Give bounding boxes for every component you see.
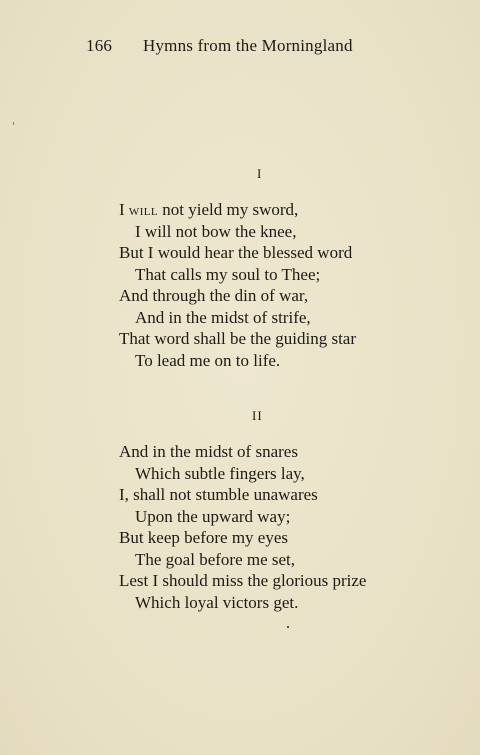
verse-line: I, shall not stumble unawares bbox=[119, 485, 318, 504]
verse-line: I will not bow the knee, bbox=[135, 221, 297, 241]
verse-line: Upon the upward way; bbox=[135, 506, 291, 526]
verse-line: That word shall be the guiding star bbox=[119, 329, 357, 348]
stanza-2 bbox=[119, 441, 439, 613]
verse-line bbox=[119, 199, 439, 221]
verse-line: And in the midst of strife, bbox=[135, 307, 311, 327]
stanza-1 bbox=[119, 199, 439, 371]
verse-line: That calls my soul to Thee; bbox=[135, 264, 321, 284]
verse-line: And in the midst of snares bbox=[119, 442, 298, 461]
running-head: Hymns from the Morningland bbox=[143, 36, 353, 55]
section-numeral-1: I bbox=[257, 166, 263, 181]
smallcaps-word: will bbox=[128, 202, 159, 219]
verse-line: But keep before my eyes bbox=[119, 528, 288, 547]
section-numeral-2: II bbox=[252, 408, 263, 423]
drop-word: I bbox=[119, 200, 129, 219]
verse-line: To lead me on to life. bbox=[135, 350, 281, 370]
page-header bbox=[86, 36, 386, 60]
print-speck bbox=[13, 122, 14, 125]
end-dot bbox=[287, 626, 289, 628]
verse-line: And through the din of war, bbox=[119, 286, 309, 305]
line-text: not yield my sword, bbox=[158, 200, 299, 219]
verse-line: Which loyal victors get. bbox=[135, 592, 299, 612]
verse-line: But I would hear the blessed word bbox=[119, 243, 353, 262]
verse-line: The goal before me set, bbox=[135, 549, 296, 569]
verse-line: Which subtle fingers lay, bbox=[135, 463, 305, 483]
verse-line: Lest I should miss the glorious prize bbox=[119, 571, 367, 590]
page-number: 166 bbox=[86, 36, 113, 55]
